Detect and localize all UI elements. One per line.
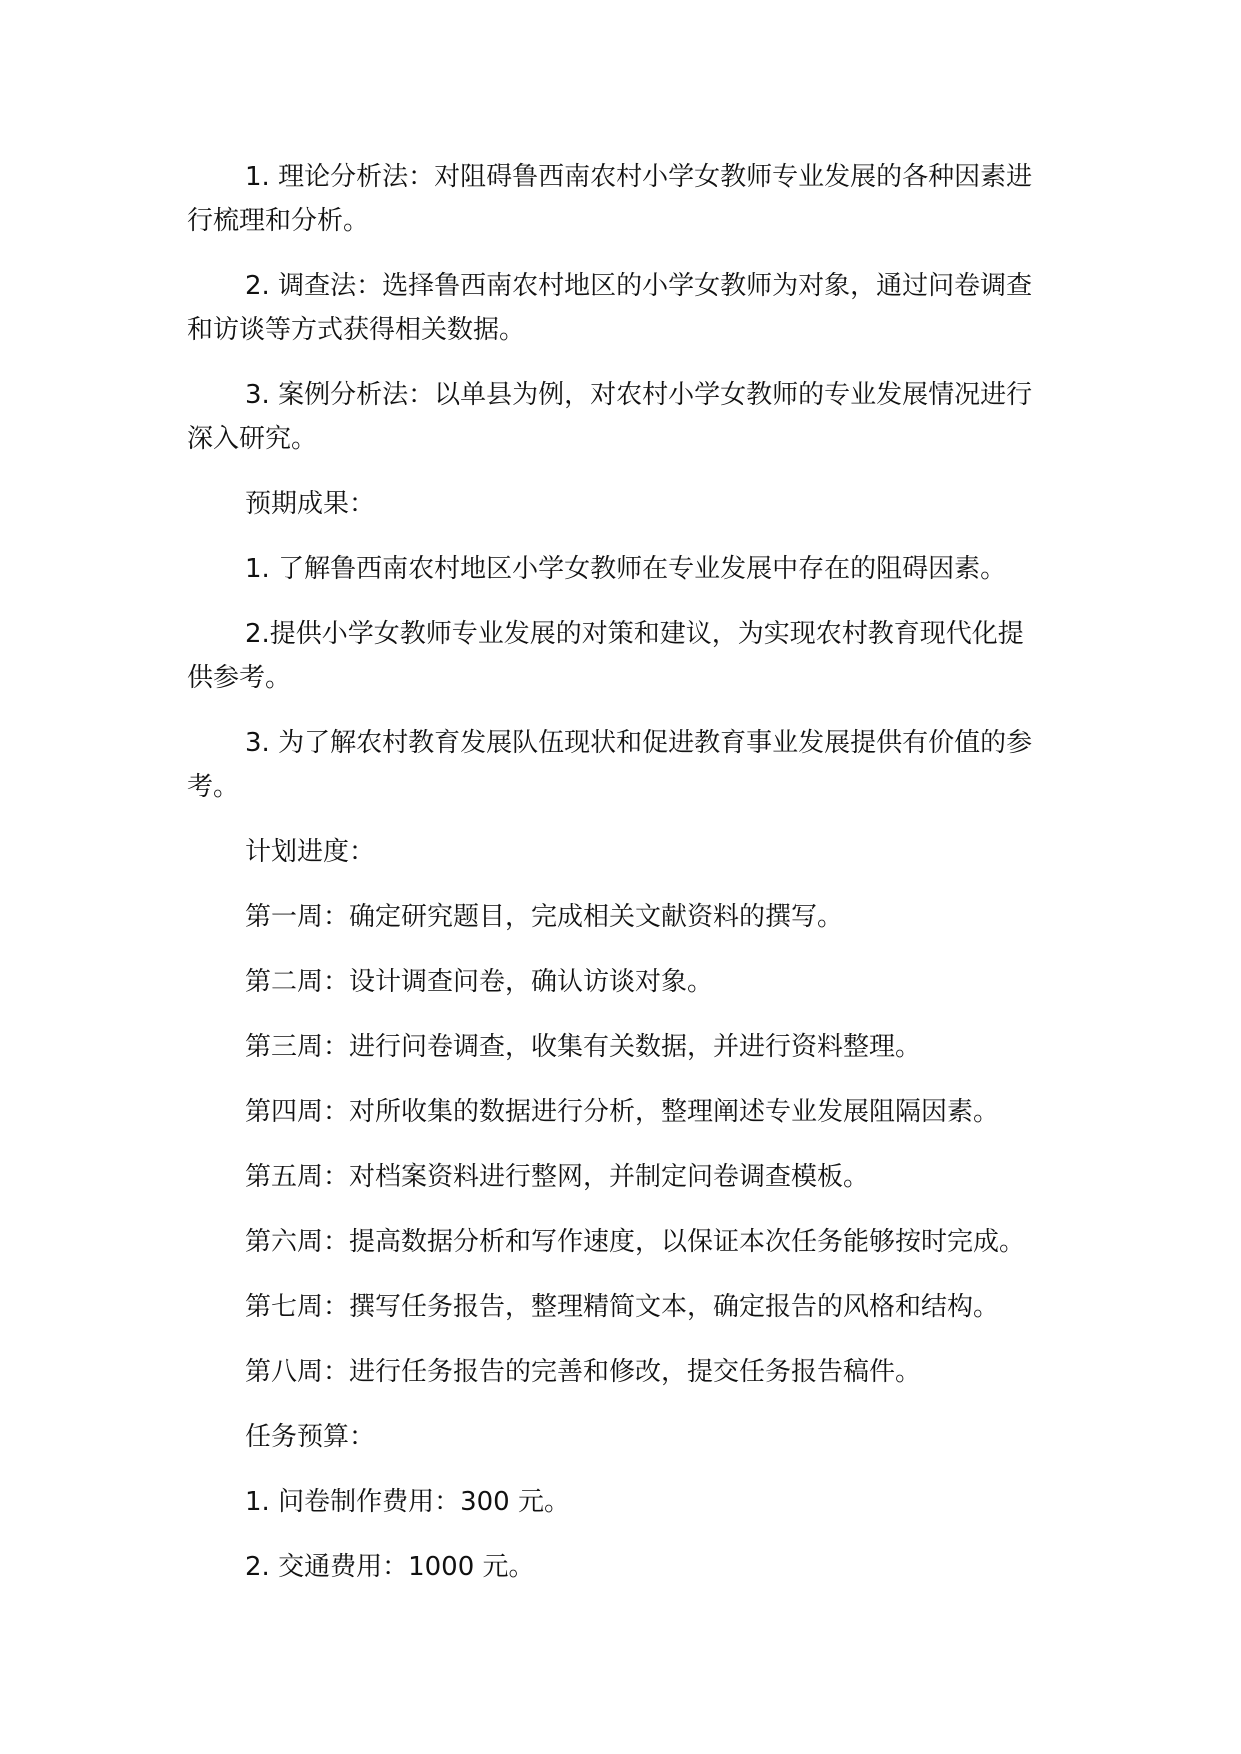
budget-item-transport: 2. 交通费用：1000 元。 xyxy=(245,1552,535,1582)
budget-item-questionnaire: 1. 问卷制作费用：300 元。 xyxy=(245,1487,570,1517)
method-theory-paragraph: 1. 理论分析法：对阻碍鲁西南农村小学女教师专业发展的各种因素进行梳理和分析。 xyxy=(187,162,1033,236)
schedule-week-2: 第二周：设计调查问卷，确认访谈对象。 xyxy=(245,967,714,997)
result-item-2: 2.提供小学女教师专业发展的对策和建议，为实现农村教育现代化提供参考。 xyxy=(187,619,1024,693)
schedule-week-6: 第六周：提高数据分析和写作速度，以保证本次任务能够按时完成。 xyxy=(245,1227,1026,1257)
document-body xyxy=(187,155,1047,1589)
schedule-week-4: 第四周：对所收集的数据进行分析，整理阐述专业发展阻隔因素。 xyxy=(245,1097,1000,1127)
expected-results-heading: 预期成果： xyxy=(245,489,376,519)
schedule-week-5: 第五周：对档案资料进行整网，并制定问卷调查模板。 xyxy=(245,1162,870,1192)
budget-heading: 任务预算： xyxy=(245,1422,376,1452)
schedule-week-1: 第一周：确定研究题目，完成相关文献资料的撰写。 xyxy=(245,902,844,932)
schedule-week-8: 第八周：进行任务报告的完善和修改，提交任务报告稿件。 xyxy=(245,1357,922,1387)
schedule-heading: 计划进度： xyxy=(245,837,376,867)
schedule-week-7: 第七周：撰写任务报告，整理精简文本，确定报告的风格和结构。 xyxy=(245,1292,1000,1322)
schedule-week-3: 第三周：进行问卷调查，收集有关数据，并进行资料整理。 xyxy=(245,1032,922,1062)
result-item-1: 1. 了解鲁西南农村地区小学女教师在专业发展中存在的阻碍因素。 xyxy=(245,554,1007,584)
result-item-3: 3. 为了解农村教育发展队伍现状和促进教育事业发展提供有价值的参考。 xyxy=(187,728,1033,802)
method-survey-paragraph: 2. 调查法：选择鲁西南农村地区的小学女教师为对象，通过问卷调查和访谈等方式获得相关数据。 xyxy=(187,271,1033,345)
method-case-paragraph: 3. 案例分析法：以单县为例，对农村小学女教师的专业发展情况进行深入研究。 xyxy=(187,380,1033,454)
